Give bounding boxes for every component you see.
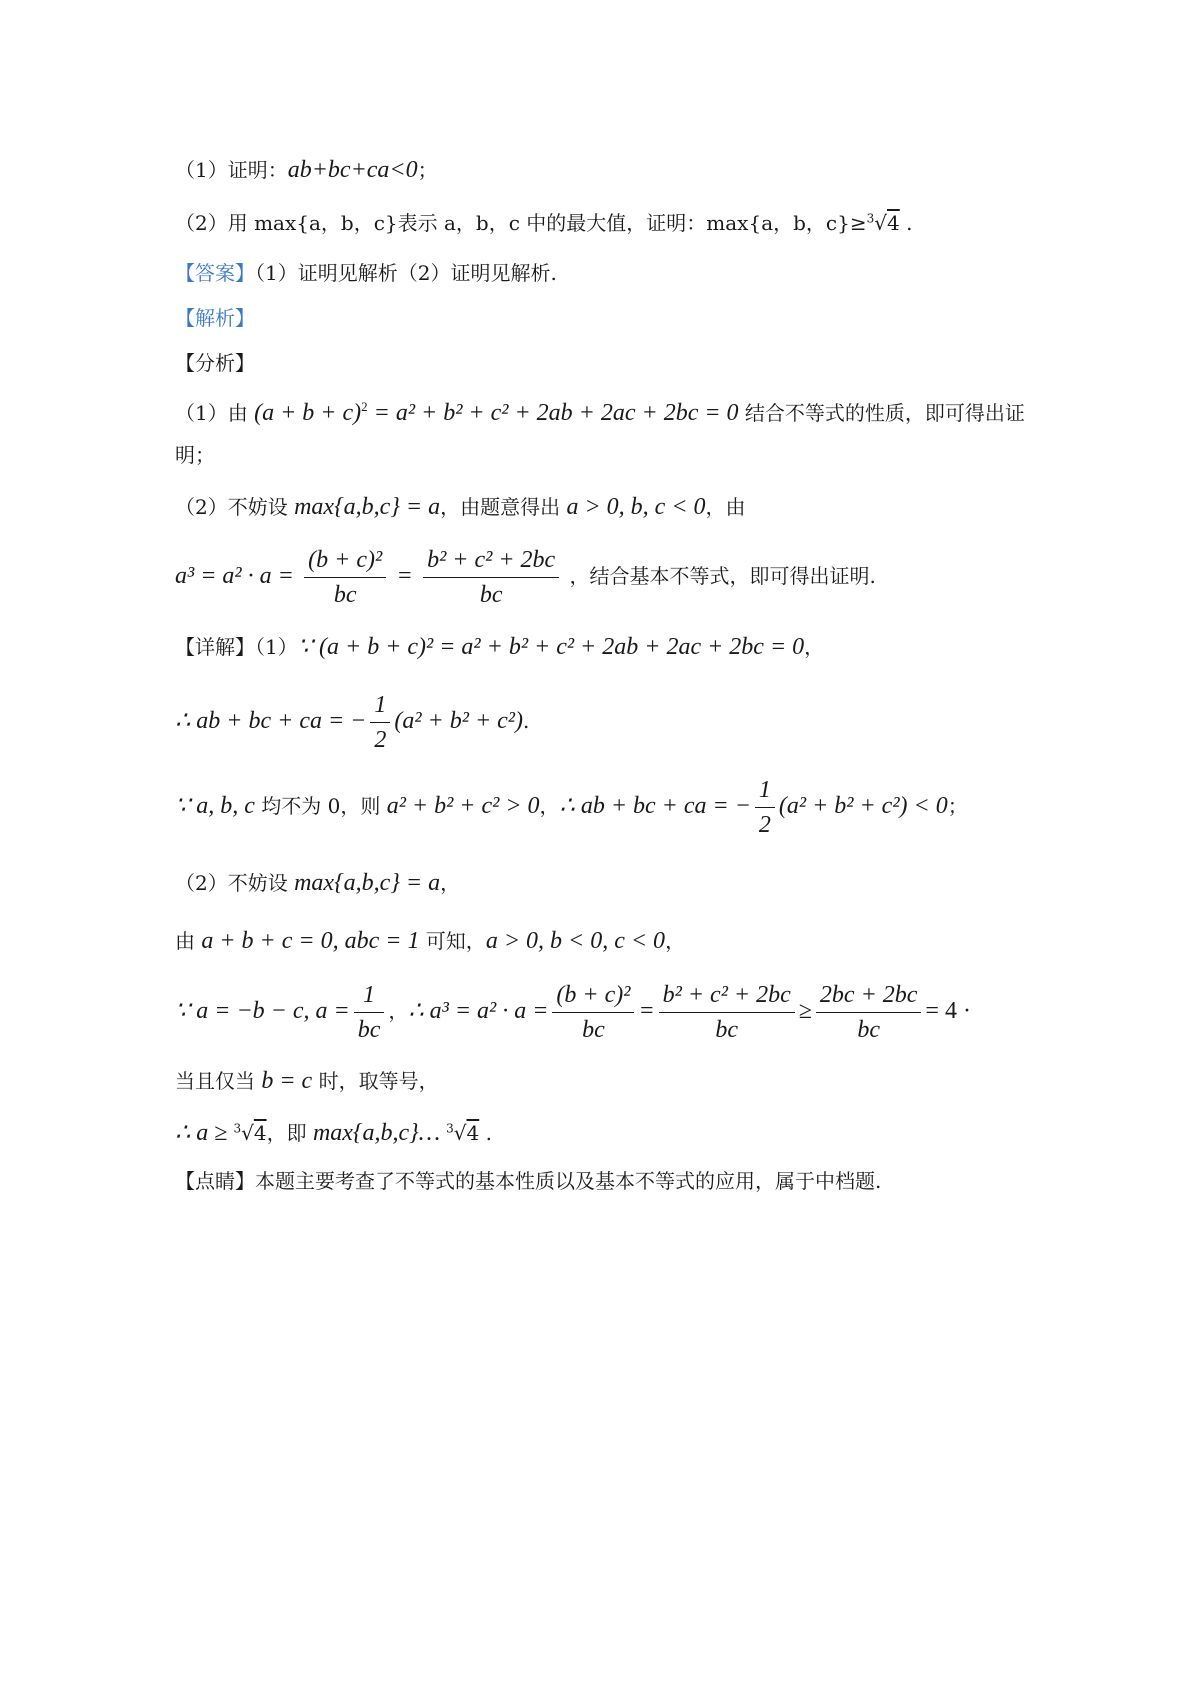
l5-mid: 可知， [419, 929, 486, 953]
l1-prefix: （1） [255, 635, 298, 659]
q1-math: ab+bc+ca<0 [287, 157, 418, 183]
l2-end: . [522, 709, 530, 733]
p2-suffix: ，由 [705, 495, 746, 519]
l5-math1: a + b + c = 0, abc = 1 [201, 928, 420, 954]
l8-end: . [479, 1121, 492, 1145]
p3-lhs: a³ = a² · a = [175, 563, 294, 589]
q2-max2: max{a，b，c}≥ [706, 211, 867, 235]
q1-prefix: （1）证明： [175, 158, 288, 182]
l3-math1: ∵ a, b, c [175, 793, 255, 819]
l2-lhs: ∴ ab + bc + ca = − [175, 708, 367, 734]
detail-l3 [175, 775, 968, 840]
p1-suffix: 结合不等式的性质，即可得出证 [738, 401, 1025, 425]
p3-suffix: ，结合基本不等式，即可得出证明. [569, 564, 876, 588]
l7-text1: 当且仅当 [175, 1069, 262, 1093]
detail-l2 [175, 690, 529, 755]
l7-text2: 时，取等号， [312, 1069, 439, 1093]
comment-label: 【点睛】 [175, 1169, 255, 1193]
comment-text: 本题主要考查了不等式的基本性质以及基本不等式的应用，属于中档题. [255, 1169, 882, 1193]
l4-end: ， [440, 871, 461, 895]
l6-math2: ∴ a³ = a² · a = [408, 998, 549, 1024]
l7-math: b = c [261, 1068, 313, 1094]
detail-l5 [175, 926, 685, 956]
l6-sep: ， [388, 999, 409, 1023]
l4-prefix: （2）不妨设 [175, 871, 295, 895]
p2-prefix: （2）不妨设 [175, 495, 295, 519]
question-2 [175, 208, 912, 238]
l6-eq1: = [638, 998, 655, 1024]
detail-l4 [175, 868, 460, 898]
l6-math1: ∵ a = −b − c, a = [175, 998, 350, 1024]
l6-end: = 4 · [925, 998, 971, 1024]
l1-end: ， [804, 635, 825, 659]
answer-label: 【答案】 [175, 261, 255, 285]
l5-end: ， [665, 929, 686, 953]
l8-mid: ，即 [266, 1121, 313, 1145]
l8-math2: max{a,b,c}… [312, 1120, 447, 1146]
jiexi-label: 【解析】 [175, 306, 255, 330]
q2-prefix: （2）用 [175, 211, 255, 235]
answer-text: （1）证明见解析（2）证明见解析. [255, 261, 557, 285]
p1-math: $(a + b + c)^2 = a^2 + b^2 + c^2 + 2ab + 2ac + 2bc = 0$ [254, 399, 739, 426]
l3-fraction: $\frac{1}{2}$ [755, 775, 775, 840]
detail-l6 [175, 980, 971, 1045]
l3-math4: (a² + b² + c²) < 0 [778, 793, 948, 819]
l5-prefix: 由 [175, 929, 202, 953]
l8-cube-root-2: $^3$√4 [446, 1121, 480, 1145]
analysis-p2 [175, 492, 746, 522]
detail-l1 [175, 632, 824, 662]
analysis-p1 [175, 398, 1025, 428]
l8-cube-root: $^3$√4 [233, 1121, 267, 1145]
detail-l8 [175, 1118, 492, 1148]
l3-math2: a² + b² + c² > 0 [386, 793, 540, 819]
q1-end: ； [417, 158, 438, 182]
comment-line [175, 1166, 881, 1196]
answer-line [175, 258, 557, 288]
l5-math2: a > 0, b < 0, c < 0 [485, 928, 666, 954]
p1-prefix: （1）由 [175, 401, 255, 425]
l3-text2: ， [539, 794, 560, 818]
p2-math1: max{a,b,c} = a [294, 494, 441, 520]
l8-math1: ∴ a ≥ [175, 1120, 234, 1146]
analysis-p3 [175, 545, 876, 610]
p2-math2: a > 0, b, c < 0 [566, 494, 706, 520]
detail-label: 【详解】 [175, 635, 255, 659]
question-1 [175, 155, 438, 185]
p3-fraction-2: $\frac{\text{b² + c² + 2bc}}{bc}$ [423, 545, 559, 610]
analysis-label: 【分析】 [175, 351, 255, 375]
l6-fraction-0: $\frac{1}{bc}$ [354, 980, 385, 1045]
analysis-p1-cont: 明； [175, 443, 215, 467]
q2-max1: max{a，b，c} [254, 211, 398, 235]
cube-root-4: $^3$√4 [866, 211, 900, 235]
q2-mid: 表示 a，b，c 中的最大值，证明： [397, 211, 707, 235]
l6-fraction-2: $\frac{\text{b² + c² + 2bc}}{bc}$ [659, 980, 795, 1045]
l2-fraction: $\frac{1}{2}$ [370, 690, 390, 755]
l3-math3: ∴ ab + bc + ca = − [559, 793, 751, 819]
l2-rhs: (a² + b² + c²) [394, 708, 523, 734]
l6-fraction-1: $\frac{\text{(b + c)²}}{bc}$ [552, 980, 634, 1045]
l6-ge: ≥ [798, 998, 812, 1024]
p3-eq: = [396, 563, 413, 589]
l6-fraction-3: $\frac{2bc + 2bc}{bc}$ [816, 980, 922, 1045]
l3-end: ； [947, 794, 968, 818]
l1-math: ∵ (a + b + c)² = a² + b² + c² + 2ab + 2ac + 2bc = 0 [297, 634, 805, 660]
q2-end: . [899, 211, 913, 235]
l4-math: max{a,b,c} = a [294, 870, 441, 896]
detail-l7 [175, 1066, 439, 1096]
p3-fraction-1: $\frac{\text{(b + c)²}}{bc}$ [304, 545, 386, 610]
p2-mid: ，由题意得出 [440, 495, 567, 519]
l3-text1: 均不为 0，则 [254, 794, 387, 818]
